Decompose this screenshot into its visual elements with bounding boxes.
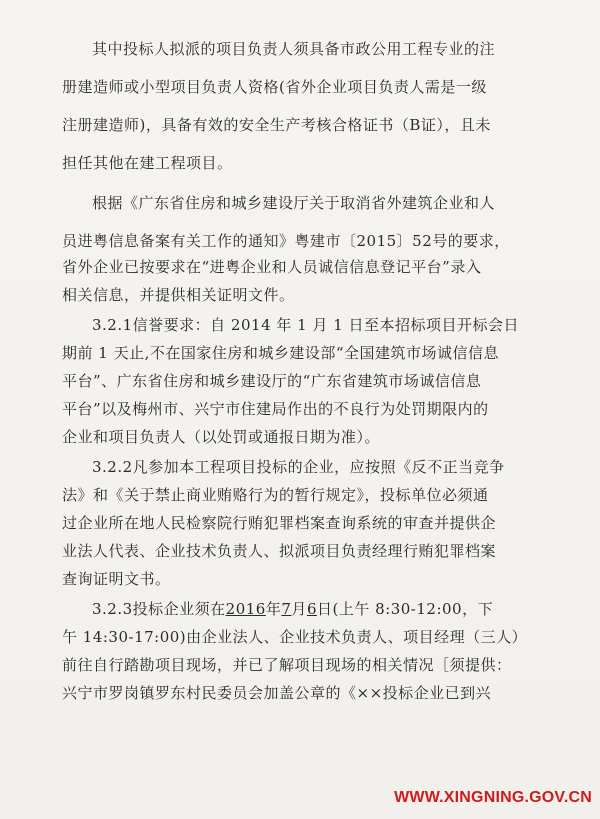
section-321-line-3: 平台”、广东省住房和城乡建设厅的“广东省建筑市场诚信信息: [62, 372, 482, 390]
section-323-line-2: 午 14:30-17:00)由企业法人、企业技术负责人、项目经理（三人）: [62, 628, 528, 646]
section-323-suffix: 日(上午 8:30-12:00，下: [316, 600, 494, 618]
section-322-line-4: 业法人代表、企业技术负责人、拟派项目负责经理行贿犯罪档案: [62, 542, 497, 560]
section-323-day: 6: [306, 600, 317, 618]
section-321-line-2: 期前 1 天止,不在国家住房和城乡建设部“全国建筑市场诚信信息: [62, 344, 500, 362]
paragraph-2-line-3: 省外企业已按要求在“进粤企业和人员诚信信息登记平台”录入: [62, 258, 482, 276]
paragraph-1-line-3: 注册建造师)，具备有效的安全生产考核合格证书（B证），且未: [62, 116, 491, 134]
section-323-month-unit: 月: [291, 600, 307, 618]
paragraph-2-line-4: 相关信息，并提供相关证明文件。: [62, 286, 295, 304]
section-321-line-5: 企业和项目负责人（以处罚或通报日期为准）。: [62, 428, 381, 446]
section-323-year: 2016: [225, 600, 266, 618]
section-323-line-1: [92, 599, 493, 619]
section-322-line-3: 过企业所在地人民检察院行贿犯罪档案查询系统的审查并提供企: [62, 514, 497, 532]
section-323-prefix: 3.2.3投标企业须在: [92, 600, 226, 618]
paragraph-2-line-1: 根据《广东省住房和城乡建设厅关于取消省外建筑企业和人: [92, 194, 496, 212]
section-323-line-4: 兴宁市罗岗镇罗东村民委员会加盖公章的《××投标企业已到兴: [62, 684, 492, 702]
section-321-line-4: 平台”以及梅州市、兴宁市住建局作出的不良行为处罚期限内的: [62, 400, 489, 418]
website-watermark: WWW.XINGNING.GOV.CN: [394, 789, 592, 806]
section-322-line-1: 3.2.2凡参加本工程项目投标的企业，应按照《反不正当竞争: [92, 458, 505, 476]
paragraph-1-line-1: 其中投标人拟派的项目负责人须具备市政公用工程专业的注: [92, 40, 496, 58]
paragraph-1-line-2: 册建造师或小型项目负责人资格(省外企业项目负责人需是一级: [62, 78, 487, 96]
paragraph-2-line-2: 员进粤信息备案有关工作的通知》粤建市〔2015〕52号的要求，: [62, 232, 510, 250]
section-323-line-3: 前往自行踏勘项目现场，并已了解项目现场的相关情况［须提供：: [62, 656, 512, 674]
section-322-line-5: 查询证明文书。: [62, 570, 171, 588]
section-323-month: 7: [281, 600, 292, 618]
section-322-line-2: 法》和《关于禁止商业贿赂行为的暂行规定》，投标单位必须通: [62, 486, 489, 504]
section-321-line-1: 3.2.1信誉要求：自 2014 年 1 月 1 日至本招标项目开标会日: [92, 316, 520, 334]
section-323-year-unit: 年: [265, 600, 282, 618]
paragraph-1-line-4: 担任其他在建工程项目。: [62, 154, 233, 172]
